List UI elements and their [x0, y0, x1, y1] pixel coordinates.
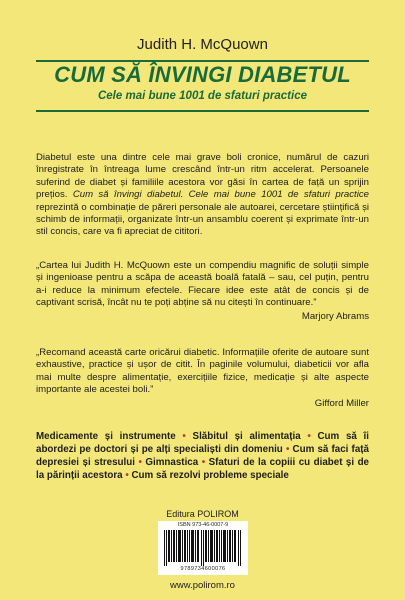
quote-author-2: Gifford Miller: [314, 397, 369, 409]
intro-paragraph: [36, 152, 369, 239]
bullet-icon: •: [201, 457, 206, 468]
publisher-website: www.polirom.ro: [170, 580, 235, 591]
intro-text-part2: reprezintă o combinație de păreri personale ale autoarei, cercetare științifică și schimb de informații, organizate într-un ansamblu coerent și exprimate într-un stil concis, care va fi apreciat de cititori.: [36, 201, 369, 238]
barcode-number: 9789734600076: [180, 566, 226, 572]
author-name: Judith H. McQuown: [137, 36, 268, 53]
topic-item: Slăbitul și alimentația: [192, 431, 301, 442]
topic-item: Sfaturi de la copiii cu diabet și de la părinții acestora: [36, 457, 370, 481]
topic-item: Cum să îi abordezi pe doctori și pe alți specialiști din domeniu: [36, 431, 369, 455]
quote-block-2: [36, 347, 369, 410]
topic-item: Gimnastica: [145, 457, 199, 468]
topic-item: Cum să faci față depresiei și stresului: [36, 444, 369, 468]
bullet-icon: •: [125, 470, 129, 481]
quote-author-1: Marjory Abrams: [301, 310, 369, 322]
book-title: CUM SĂ ÎNVINGI DIABETUL: [54, 62, 351, 87]
isbn-label: ISBN 973-46-0007-9: [177, 522, 229, 528]
topics-list: [36, 430, 369, 482]
barcode: [158, 521, 248, 575]
publisher-name: Editura POLIROM: [166, 509, 239, 519]
quote-block-1: [36, 260, 369, 323]
intro-book-reference: Cum să învingi diabetul. Cele mai bune 1001 de sfaturi practice: [72, 189, 369, 201]
bullet-icon: •: [307, 431, 311, 442]
quote-text-2: „Recomand această carte oricărui diabetic. Informațiile oferite de autoare sunt exhaustive, practice și ușor de citit. În paginile volumului, diabeticii vor afla mai multe despre alimentație, exercițiile fizice, medicație și alte aspecte importante ale acestei boli.”: [36, 347, 369, 396]
topic-item: Medicamente și instrumente: [36, 431, 176, 442]
bullet-icon: •: [182, 431, 186, 442]
book-subtitle: Cele mai bune 1001 de sfaturi practice: [97, 90, 307, 102]
quote-text-1: „Cartea lui Judith H. McQuown este un compendiu magnific de soluții simple și ingenioase pentru a scăpa de această boală fatală – sau, cel puțin, pentru a-i reduce la minimum efectele. Fiecare idee este atât de concis și de captivant scrisă, încât nu te poți abține să nu citești în continuare.”: [36, 260, 369, 309]
topic-item: Cum să rezolvi probleme speciale: [131, 470, 289, 481]
title-bottom-rule: [36, 110, 369, 112]
barcode-bars-icon: [163, 530, 243, 566]
bullet-icon: •: [285, 444, 290, 455]
intro-text-part1: Diabetul este una dintre cele mai grave boli cronice, numărul de cazuri înregistrate în întreaga lume crescând într-un ritm accelerat. Persoanele suferind de diabet și familiile acestora vor găsi în cartea de față un sprijin prețios.: [36, 152, 369, 201]
bullet-icon: •: [138, 457, 142, 468]
